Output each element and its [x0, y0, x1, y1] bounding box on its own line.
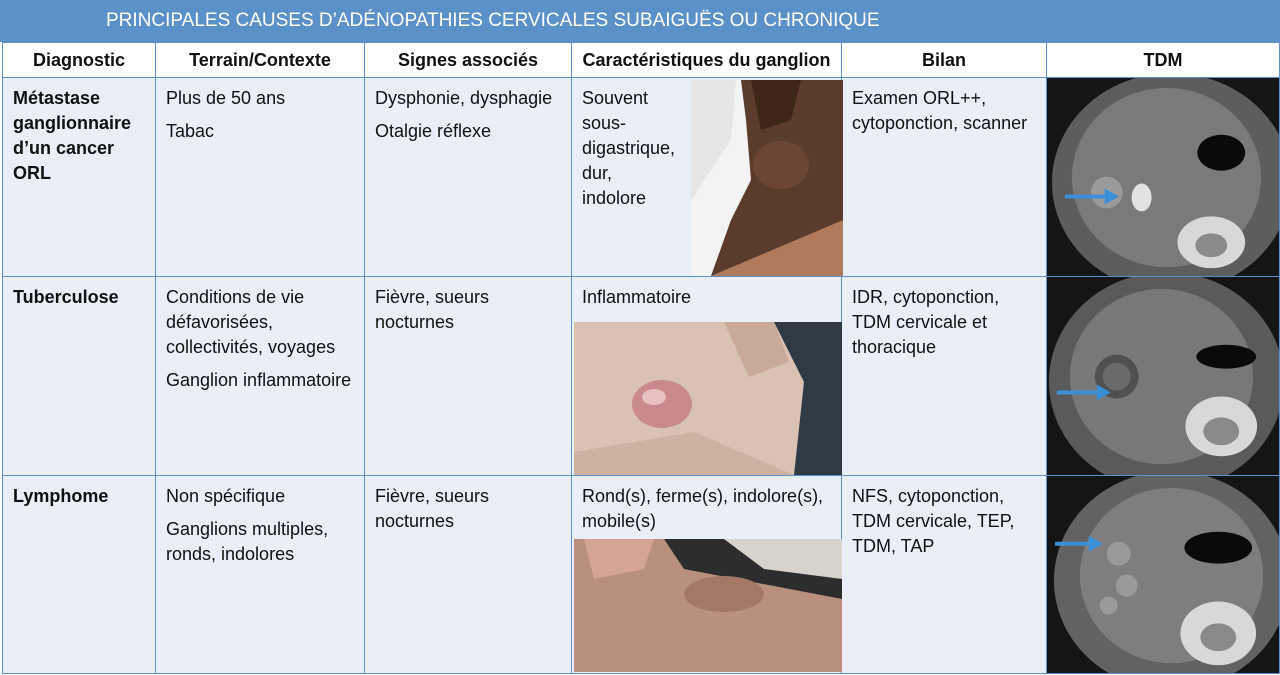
bilan-cell: NFS, cytoponction, TDM cervicale, TEP, TDM, TAP [842, 476, 1047, 674]
ct-scan-image [1047, 277, 1279, 475]
bilan-cell: Examen ORL++, cytoponction, scanner [842, 78, 1047, 277]
ganglion-text: Rond(s), ferme(s), indolore(s), mobile(s) [582, 486, 824, 532]
header-signes: Signes associés [365, 43, 572, 78]
header-terrain: Terrain/Contexte [156, 43, 365, 78]
neck-photo [574, 322, 842, 475]
terrain-line: Ganglions multiples, ronds, indolores [166, 519, 329, 565]
terrain-line: Conditions de vie défavorisées, collectivités, voyages [166, 287, 336, 358]
header-tdm: TDM [1047, 43, 1280, 78]
neck-photo-drawing [691, 80, 843, 276]
neck-photo-drawing [574, 539, 842, 672]
ganglion-text: Souvent sous-digastrique, dur, indolore [582, 88, 676, 208]
table-row [3, 78, 1280, 277]
diagnostic-cell: Tuberculose [3, 277, 156, 476]
terrain-line: Plus de 50 ans [166, 88, 286, 108]
header-diagnostic: Diagnostic [3, 43, 156, 78]
diagnostic-cell: Métastase ganglionnaire d’un cancer ORL [3, 78, 156, 277]
neck-photo-drawing [574, 322, 842, 475]
signes-cell [365, 78, 572, 277]
ct-cell [1047, 277, 1280, 476]
terrain-line: Non spécifique [166, 486, 286, 507]
diagnostic-cell: Lymphome [3, 476, 156, 674]
ct-cell [1047, 78, 1280, 277]
terrain-cell [156, 78, 365, 277]
signes-line: Fièvre, sueurs nocturnes [375, 486, 490, 532]
ct-scan-image [1047, 78, 1279, 276]
header-row [3, 43, 1280, 78]
terrain-cell [156, 277, 365, 476]
neck-photo [574, 539, 842, 672]
signes-cell [365, 277, 572, 476]
header-ganglion: Caractéristiques du ganglion [572, 43, 842, 78]
terrain-cell [156, 476, 365, 674]
signes-line: Dysphonie, dysphagie [375, 88, 553, 108]
ct-scan-image [1047, 476, 1279, 673]
signes-cell [365, 476, 572, 674]
neck-photo [691, 80, 843, 276]
terrain-line: Tabac [166, 121, 215, 141]
header-bilan: Bilan [842, 43, 1047, 78]
ganglion-text: Inflammatoire [582, 287, 692, 308]
table-title: PRINCIPALES CAUSES D’ADÉNOPATHIES CERVICALES SUBAIGUËS OU CHRONIQUE [0, 0, 1280, 42]
signes-line: Fièvre, sueurs nocturnes [375, 287, 490, 333]
ct-cell [1047, 476, 1280, 674]
bilan-cell: IDR, cytoponction, TDM cervicale et thoracique [842, 277, 1047, 476]
terrain-line: Ganglion inflammatoire [166, 370, 352, 391]
signes-line: Otalgie réflexe [375, 121, 492, 141]
